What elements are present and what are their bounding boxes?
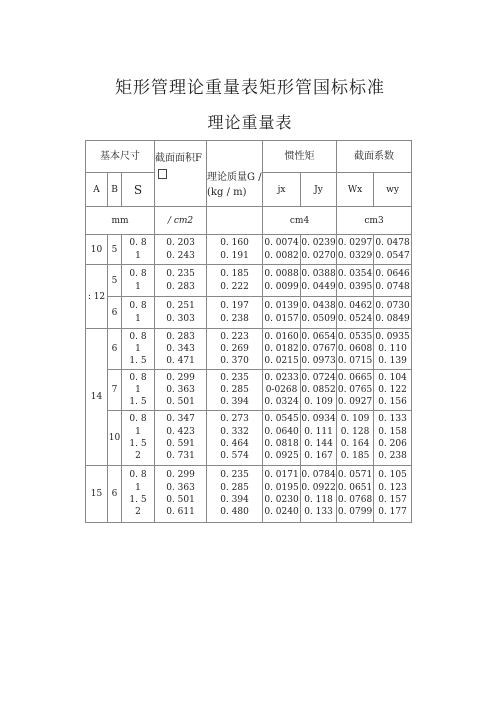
cell-jy: 0. 0934 0. 111 0. 144 0. 167 <box>301 411 337 466</box>
cell-f: 0. 283 0. 343 0. 471 <box>155 329 207 370</box>
cell-jx: 0. 0545 0. 0640 0. 0818 0. 0925 <box>263 411 301 466</box>
cell-jx: 0. 0139 0. 0157 <box>263 297 301 329</box>
cell-s: 0. 8 1 1. 5 2 <box>122 411 155 466</box>
cell-wy: 0. 104 0. 122 0. 156 <box>374 370 412 411</box>
cell-g: 0. 197 0. 238 <box>207 297 263 329</box>
cell-jy: 0. 0388 0. 0449 <box>301 265 337 297</box>
cell-wx: 0. 109 0. 128 0. 164 0. 185 <box>337 411 374 466</box>
unit-area: / cm2 <box>155 207 207 235</box>
cell-jy: 0. 0784 0. 0922 0. 118 0. 133 <box>301 466 337 523</box>
table-row <box>86 297 412 329</box>
table-row <box>86 370 412 411</box>
table-row <box>86 411 412 466</box>
header-a: A <box>86 173 108 207</box>
header-b: B <box>108 173 122 207</box>
unit-mass-empty <box>207 207 263 235</box>
cell-wy: 0. 133 0. 158 0. 206 0. 238 <box>374 411 412 466</box>
cell-s: 0. 8 1 1. 5 <box>122 329 155 370</box>
header-mass: 理论质量G / (kg / m) <box>207 141 263 207</box>
cell-jx: 0. 0074 0. 0082 <box>263 235 301 265</box>
header-wy: wy <box>374 173 412 207</box>
cell-wx: 0. 0665 0. 0765 0. 0927 <box>337 370 374 411</box>
cell-a: : 12 <box>86 265 108 329</box>
cell-g: 0. 185 0. 222 <box>207 265 263 297</box>
cell-a: 10 <box>86 235 108 265</box>
header-area <box>155 141 207 207</box>
table-row <box>86 466 412 523</box>
cell-b: 5 <box>108 265 122 297</box>
cell-wx: 0. 0535 0. 0608 0. 0715 <box>337 329 374 370</box>
cell-wy: 0. 0730 0. 0849 <box>374 297 412 329</box>
header-inertia: 惯性矩 <box>263 141 337 173</box>
cell-s: 0. 8 1 <box>122 235 155 265</box>
cell-wx: 0. 0354 0. 0395 <box>337 265 374 297</box>
cell-wx: 0. 0297 0. 0329 <box>337 235 374 265</box>
cell-wx: 0. 0571 0. 0651 0. 0768 0. 0799 <box>337 466 374 523</box>
cell-g: 0. 160 0. 191 <box>207 235 263 265</box>
cell-wx: 0. 0462 0. 0524 <box>337 297 374 329</box>
cell-wy: 0. 0478 0. 0547 <box>374 235 412 265</box>
cell-jx: 0. 0233 0-0268 0. 0324 <box>263 370 301 411</box>
cell-b: 6 <box>108 466 122 523</box>
cell-wy: 0. 105 0. 123 0. 157 0. 177 <box>374 466 412 523</box>
cell-s: 0. 8 1 <box>122 297 155 329</box>
cell-s: 0. 8 1 <box>122 265 155 297</box>
cell-f: 0. 251 0. 303 <box>155 297 207 329</box>
cell-a: 15 <box>86 466 108 523</box>
cell-b: 6 <box>108 297 122 329</box>
unit-cm3: cm3 <box>337 207 412 235</box>
cell-f: 0. 299 0. 363 0. 501 0. 611 <box>155 466 207 523</box>
page-subtitle: 理论重量表 <box>207 113 293 132</box>
cell-a: 14 <box>86 329 108 466</box>
table-row <box>86 235 412 265</box>
cell-b: 7 <box>108 370 122 411</box>
table-row <box>86 265 412 297</box>
cell-s: 0. 8 1 1. 5 2 <box>122 466 155 523</box>
cell-s: 0. 8 1 1. 5 <box>122 370 155 411</box>
cell-b: 5 <box>108 235 122 265</box>
page-title: 矩形管理论重量表矩形管国标标准 <box>115 78 385 98</box>
cell-b: 6 <box>108 329 122 370</box>
cell-jy: 0. 0438 0. 0509 <box>301 297 337 329</box>
cell-g: 0. 235 0. 285 0. 394 0. 480 <box>207 466 263 523</box>
cell-wy: 0. 0646 0. 0748 <box>374 265 412 297</box>
header-jy: Jy <box>301 173 337 207</box>
unit-mm: mm <box>86 207 155 235</box>
weight-table <box>85 140 412 523</box>
cell-jx: 0. 0171 0. 0195 0. 0230 0. 0240 <box>263 466 301 523</box>
cell-f: 0. 347 0. 423 0. 591 0. 731 <box>155 411 207 466</box>
cell-g: 0. 223 0. 269 0. 370 <box>207 329 263 370</box>
cell-wy: 0. 0935 0. 110 0. 139 <box>374 329 412 370</box>
header-wx: Wx <box>337 173 374 207</box>
cell-f: 0. 203 0. 243 <box>155 235 207 265</box>
cell-jx: 0. 0160 0. 0182 0. 0215 <box>263 329 301 370</box>
cell-f: 0. 235 0. 283 <box>155 265 207 297</box>
cell-g: 0. 235 0. 285 0. 394 <box>207 370 263 411</box>
checkbox-glyph-icon <box>158 169 167 179</box>
header-area-label: 截面面积F <box>155 153 202 164</box>
cell-b: 10 <box>108 411 122 466</box>
unit-cm4: cm4 <box>263 207 337 235</box>
cell-g: 0. 273 0. 332 0. 464 0. 574 <box>207 411 263 466</box>
header-s: S <box>122 173 155 207</box>
header-section-modulus: 截面系数 <box>337 141 412 173</box>
cell-jy: 0. 0654 0. 0767 0. 0973 <box>301 329 337 370</box>
cell-jx: 0. 0088 0. 0099 <box>263 265 301 297</box>
header-jx: jx <box>263 173 301 207</box>
cell-f: 0. 299 0. 363 0. 501 <box>155 370 207 411</box>
header-base-size: 基本尺寸 <box>86 141 155 173</box>
cell-jy: 0. 0239 0. 0270 <box>301 235 337 265</box>
table-row <box>86 329 412 370</box>
cell-jy: 0. 0724 0. 0852 0. 109 <box>301 370 337 411</box>
